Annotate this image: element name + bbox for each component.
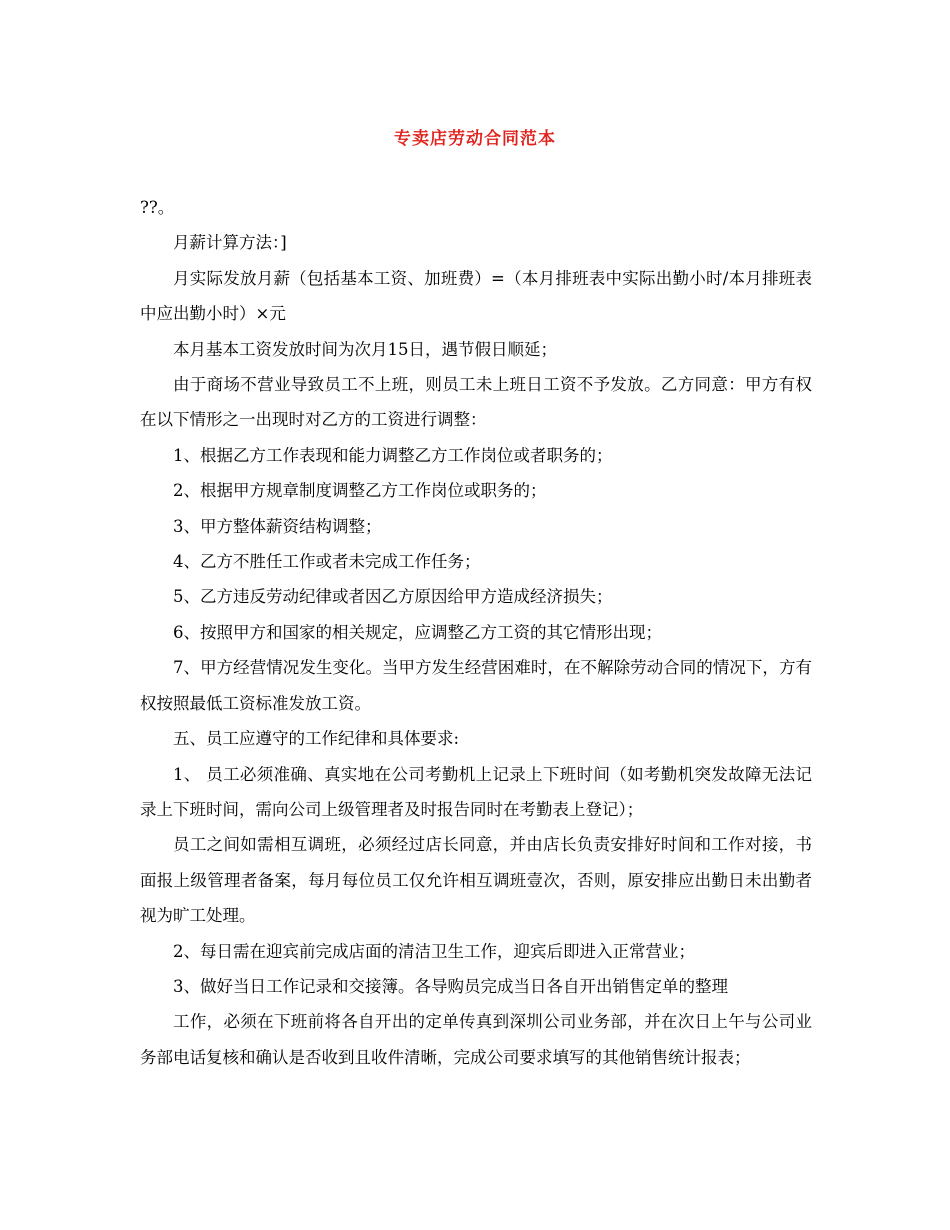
paragraph: 由于商场不营业导致员工不上班，则员工未上班日工资不予发放。乙方同意：甲方有权在以下情形之一出现时对乙方的工资进行调整： xyxy=(140,375,812,430)
paragraph: 2、根据甲方规章制度调整乙方工作岗位或职务的； xyxy=(173,481,547,501)
paragraph: 1、根据乙方工作表现和能力调整乙方工作岗位或者职务的； xyxy=(173,445,613,465)
paragraph: 2、每日需在迎宾前完成店面的清洁卫生工作，迎宾后即进入正常营业； xyxy=(173,941,695,961)
paragraph: 6、按照甲方和国家的相关规定，应调整乙方工资的其它情形出现； xyxy=(173,622,662,642)
paragraph: 3、甲方整体薪资结构调整； xyxy=(173,516,382,536)
paragraph: 工作，必须在下班前将各自开出的定单传真到深圳公司业务部，并在次日上午与公司业务部电话复核和确认是否收到且收件清晰，完成公司要求填写的其他销售统计报表； xyxy=(140,1012,812,1067)
paragraph: 7、甲方经营情况发生变化。当甲方发生经营困难时，在不解除劳动合同的情况下，方有权按照最低工资标准发放工资。 xyxy=(140,658,812,713)
paragraph: 月薪计算方法：] xyxy=(173,233,287,253)
paragraph: ??。 xyxy=(140,198,175,217)
paragraph: 本月基本工资发放时间为次月15日，遇节假日顺延； xyxy=(173,339,557,359)
document-body xyxy=(140,190,812,1075)
paragraph: 1、 员工必须准确、真实地在公司考勤机上记录上下班时间（如考勤机突发故障无法记录上下班时间，需向公司上级管理者及时报告同时在考勤表上登记）； xyxy=(140,764,812,819)
paragraph: 3、做好当日工作记录和交接簿。各导购员完成当日各自开出销售定单的整理 xyxy=(173,976,728,996)
paragraph: 4、乙方不胜任工作或者未完成工作任务； xyxy=(173,552,481,572)
paragraph: 月实际发放月薪（包括基本工资、加班费）=（本月排班表中实际出勤小时/本月排班表中应出勤小时）×元 xyxy=(140,268,812,324)
paragraph: 员工之间如需相互调班，必须经过店长同意，并由店长负责安排好时间和工作对接，书面报上级管理者备案，每月每位员工仅允许相互调班壹次，否则，原安排应出勤日未出勤者视为旷工处理。 xyxy=(140,835,812,926)
document-title: 专卖店劳动合同范本 xyxy=(394,129,556,149)
paragraph: 五、员工应遵守的工作纪律和具体要求: xyxy=(173,729,460,749)
paragraph: 5、乙方违反劳动纪律或者因乙方原因给甲方造成经济损失； xyxy=(173,587,613,607)
